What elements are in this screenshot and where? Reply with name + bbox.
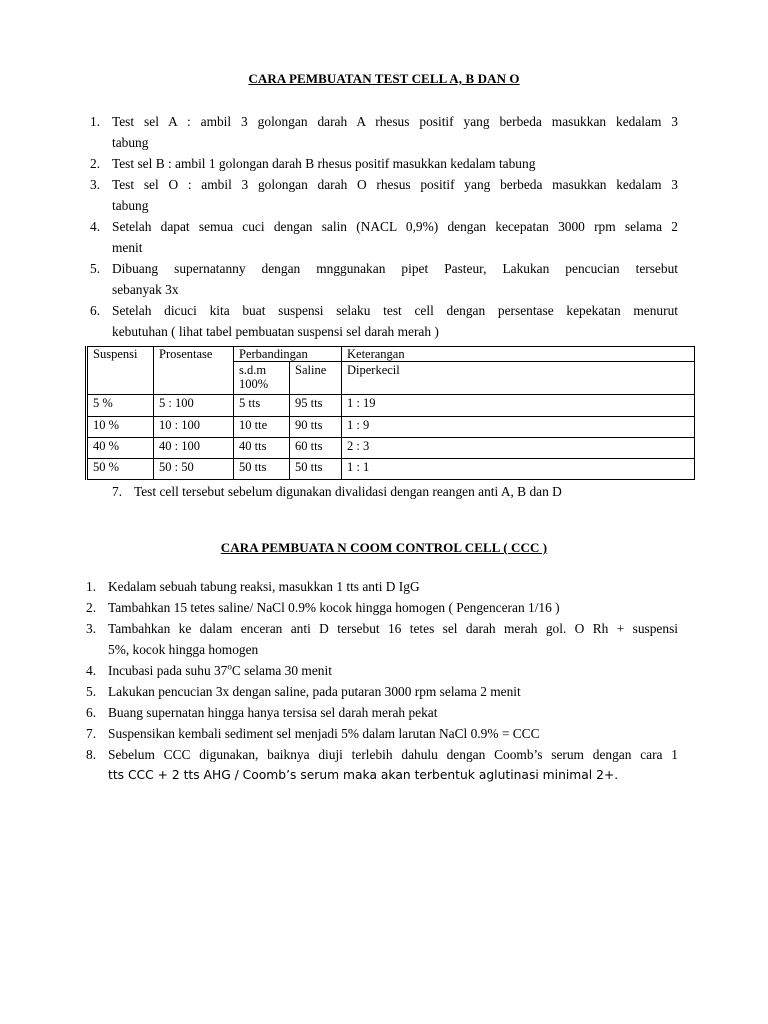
step-7 xyxy=(112,481,562,502)
step-line: Test sel A : ambil 3 golongan darah A rhesus positif yang berbeda masukkan kedalam 3 xyxy=(112,114,678,129)
header-saline: Saline xyxy=(290,362,342,395)
table-cell: 5 tts xyxy=(234,395,290,417)
degree-superscript: o xyxy=(227,661,232,672)
header-perbandingan: Perbandingan xyxy=(234,347,342,362)
step-line: Setelah dapat semua cuci dengan salin (NACL 0,9%) dengan kecepatan 3000 rpm selama 2 xyxy=(112,219,678,234)
table-cell: 1 : 9 xyxy=(342,417,695,438)
step-number: 8. xyxy=(86,747,97,762)
table-cell: 50 tts xyxy=(290,459,342,480)
table-cell: 1 : 1 xyxy=(342,459,695,480)
step-line: kebutuhan ( lihat tabel pembuatan suspensi sel darah merah ) xyxy=(112,324,439,339)
step-line: tabung xyxy=(112,135,149,150)
step-line: Buang supernatan hingga hanya tersisa sel darah merah pekat xyxy=(108,705,438,720)
step-line: menit xyxy=(112,240,143,255)
list-item xyxy=(86,576,678,597)
step-text: Incubasi pada suhu 37 xyxy=(108,663,228,678)
list-item xyxy=(90,216,678,258)
step-line: Test sel B : ambil 1 golongan darah B rhesus positif masukkan kedalam tabung xyxy=(112,156,536,171)
step-line: Test sel O : ambil 3 golongan darah O rhesus positif yang berbeda masukkan kedalam 3 xyxy=(112,177,678,192)
step-line: tts CCC + 2 tts AHG / Coomb’s serum maka akan terbentuk aglutinasi minimal 2+. xyxy=(108,768,619,782)
step-line: Tambahkan 15 tetes saline/ NaCl 0.9% kocok hingga homogen ( Pengenceran 1/16 ) xyxy=(108,600,560,615)
step-number: 1. xyxy=(86,579,97,594)
table-cell: 1 : 19 xyxy=(342,395,695,417)
step-line: Test cell tersebut sebelum digunakan divalidasi dengan reangen anti A, B dan D xyxy=(134,484,562,499)
table-cell: 10 : 100 xyxy=(154,417,234,438)
table-cell: 10 tte xyxy=(234,417,290,438)
list-item xyxy=(86,681,678,702)
step-number: 1. xyxy=(90,114,101,129)
step-number: 5. xyxy=(90,261,101,276)
table-cell: 40 % xyxy=(87,438,154,459)
list-item xyxy=(90,111,678,153)
table-cell: 95 tts xyxy=(290,395,342,417)
section-title-test-cell: CARA PEMBUATAN TEST CELL A, B DAN O xyxy=(248,71,520,86)
step-number: 3. xyxy=(90,177,101,192)
table-row xyxy=(87,395,695,417)
list-item xyxy=(86,744,678,786)
step-number: 2. xyxy=(86,600,97,615)
table-cell: 2 : 3 xyxy=(342,438,695,459)
table-cell: 40 tts xyxy=(234,438,290,459)
list-item xyxy=(90,153,678,174)
list-item xyxy=(90,258,678,300)
step-line: sebanyak 3x xyxy=(112,282,179,297)
step-number: 2. xyxy=(90,156,101,171)
table-cell: 50 % xyxy=(87,459,154,480)
table-cell: 5 : 100 xyxy=(154,395,234,417)
list-item xyxy=(90,300,678,342)
list-item xyxy=(86,723,678,744)
step-number: 5. xyxy=(86,684,97,699)
table-cell: 90 tts xyxy=(290,417,342,438)
table-row xyxy=(87,417,695,438)
header-keterangan: Keterangan xyxy=(342,347,695,362)
table-header-row xyxy=(87,347,695,362)
table-row xyxy=(87,438,695,459)
table-cell: 40 : 100 xyxy=(154,438,234,459)
table-row xyxy=(87,459,695,480)
header-prosentase: Prosentase xyxy=(154,347,234,395)
table-cell: 5 % xyxy=(87,395,154,417)
list-item xyxy=(86,702,678,723)
header-sdm: s.d.m 100% xyxy=(234,362,290,395)
table-cell: 60 tts xyxy=(290,438,342,459)
section-title-ccc: CARA PEMBUATA N COOM CONTROL CELL ( CCC ) xyxy=(220,540,548,555)
test-cell-steps xyxy=(90,111,678,342)
list-item xyxy=(86,597,678,618)
step-line: tabung xyxy=(112,198,149,213)
ccc-steps xyxy=(86,576,678,786)
step-number: 6. xyxy=(86,705,97,720)
header-diperkecil: Diperkecil xyxy=(342,362,695,395)
step-line xyxy=(108,660,678,681)
step-line: Sebelum CCC digunakan, baiknya diuji terlebih dahulu dengan Coomb’s serum dengan cara 1 xyxy=(108,747,678,762)
list-item xyxy=(86,618,678,660)
list-item xyxy=(86,660,678,681)
list-item xyxy=(90,174,678,216)
step-line: Suspensikan kembali sediment sel menjadi 5% dalam larutan NaCl 0.9% = CCC xyxy=(108,726,540,741)
step-number: 4. xyxy=(86,663,97,678)
step-number: 3. xyxy=(86,621,97,636)
step-line: Tambahkan ke dalam enceran anti D tersebut 16 tetes sel darah merah gol. O Rh + suspensi xyxy=(108,621,678,636)
table-cell: 50 : 50 xyxy=(154,459,234,480)
step-line: Setelah dicuci kita buat suspensi selaku test cell dengan persentase kepekatan menurut xyxy=(112,303,678,318)
header-suspensi: Suspensi xyxy=(87,347,154,395)
step-text: C selama 30 menit xyxy=(231,663,332,678)
step-line: 5%, kocok hingga homogen xyxy=(108,642,259,657)
suspension-table xyxy=(85,346,695,480)
step-number: 6. xyxy=(90,303,101,318)
step-line: Kedalam sebuah tabung reaksi, masukkan 1 tts anti D IgG xyxy=(108,579,420,594)
step-line: Dibuang supernatanny dengan mnggunakan pipet Pasteur, Lakukan pencucian tersebut xyxy=(112,261,678,276)
table-cell: 10 % xyxy=(87,417,154,438)
step-number: 4. xyxy=(90,219,101,234)
table-cell: 50 tts xyxy=(234,459,290,480)
step-number: 7. xyxy=(112,484,123,499)
step-number: 7. xyxy=(86,726,97,741)
step-line: Lakukan pencucian 3x dengan saline, pada putaran 3000 rpm selama 2 menit xyxy=(108,684,521,699)
